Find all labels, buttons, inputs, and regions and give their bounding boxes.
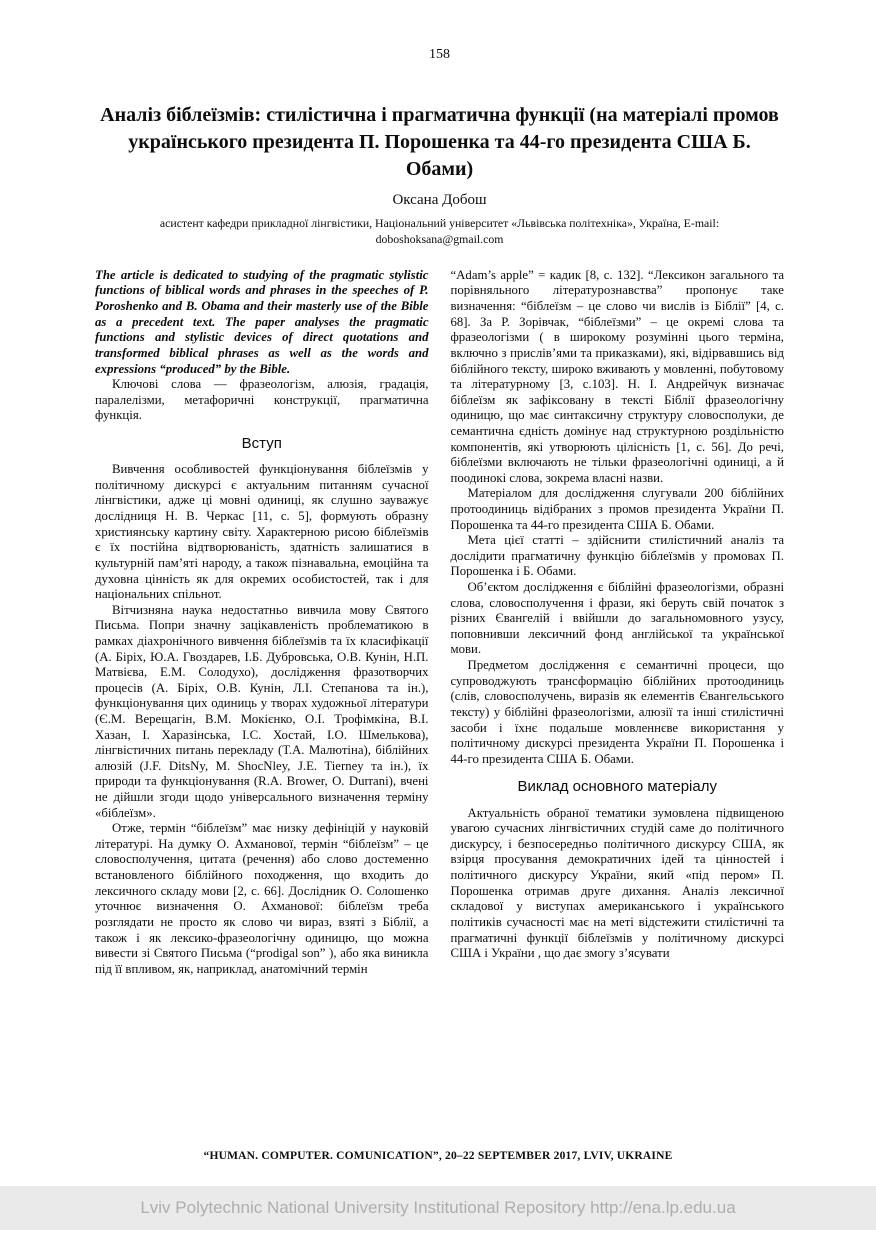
paragraph: “Adam’s apple” = кадик [8, с. 132]. “Лексикон загального та порівняльного літературознавства” пропонує таке визначення: “біблеїзм – це слово чи вислів із Біблії” [4, с. 68]. За Р. Зорівчак, “біблеїзми” – це окремі слова та фразеологізми ( в широкому розумінні цього терміна, включно з прислів’ями та приказками), які, відірвавшись від біблійного тексту, широко вживають у мовленні, побутовому та літературному [3, с.103]. Н. І. Андрейчук визначає біблеїзм як зафіксовану в тексті Біблії фразеологічну одиницю, що має синтаксичну структуру словосполуки, де семантична єдність домінує над структурною роздільністю компонентів, які утворюють цілісність [1, с. 56]. До речі, біблеїзми включають не тільки фразеологічні одиниці, а й поодинокі слова, зокрема власні назви. [450, 267, 784, 485]
keywords-text: Ключові слова — фразеологізм, алюзія, градація, паралелізми, метафоричні конструкції, прагматична функція. [95, 377, 429, 423]
paragraph: Вивчення особливостей функціонування біблеїзмів у політичному дискурсі є актуальним питанням сучасної лінгвістики, адже ці мовні одиниці, як слушно зауважує дослідниця Н. В. Черкас [11, с. 5], формують образну християнську картину світу. Характерною рисою біблеїзмів є їх постійна відтворюваність, здатність залишатися в культурній пам’яті народу, а також пізнавальна, емоційна та духовна цінність як для окремих особистостей, так і для національних спільнот. [95, 462, 429, 602]
author-name: Оксана Добош [392, 192, 487, 208]
paragraph: Актуальність обраної тематики зумовлена підвищеною увагою сучасних лінгвістичних студій саме до політичного дискурсу, і безпосередньо політичного дискурсу США, як взірця просування демократичних ідей та цінностей і політичного дискурсу України, який «під пером» П. Порошенка отримав друге дихання. Аналіз лексичної складової у виступах американського і українського політиків сучасності має на меті відстежити стилістичні та прагматичні функції біблеїзмів у політичному дискурсі США і України , що дає змогу з’ясувати [450, 805, 784, 961]
right-column [451, 268, 785, 1130]
section-heading-intro: Вступ [241, 434, 282, 452]
abstract-text: The article is dedicated to studying of the pragmatic stylistic functions of biblical words and phrases in the speeches of P. Poroshenko and B. Obama and their masterly use of the Bible as a precedent text. The paper analyses the pragmatic functions and stylistic devices of direct quotations and transformed biblical phrases as well as the words and expressions “produced” by the Bible. [95, 267, 429, 376]
conference-footer: “HUMAN. COMPUTER. COMUNICATION”, 20–22 SEPTEMBER 2017, LVIV, UKRAINE [203, 1150, 673, 1162]
paragraph: Предметом дослідження є семантичні процеси, що супроводжують трансформацію біблійних протоодиниць (слів, словосполучень, виразів як елементів Євангельського тексту) у біблійні фразеологізми, алюзії та інші стилістичні засоби і їхнє подальше мовленнєве використання у політичному дискурсі президента України П. Порошенка і 44-го президента США Б. Обами. [450, 658, 784, 766]
paragraph: Отже, термін “біблеїзм” має низку дефініцій у науковій літературі. На думку О. Ахманової, термін “біблеїзм” – це словосполучення, цитата (речення) або слово достеменно встановленого біблійного походження, що входить до лексичного складу мови [2, с. 66]. Дослідник О. Солошенко уточнює визначення О. Ахманової: біблеїзм треба розглядати не просто як слово чи вираз, взяті з Біблії, а також і як лексико-фразеологічну одиницю, що можна вивести зі Святого Письма (“prodigal son” ), або яка виникла під її впливом, як, наприклад, анатомічний термін [95, 821, 429, 976]
paragraph: Об’єктом дослідження є біблійні фразеологізми, образні слова, словосполучення і фрази, які беруть свій початок з різних Євангелій і ввійшли до загальномовного узусу, поповнивши лексичний фонд англійської та української мови. [450, 580, 784, 657]
paragraph: Вітчизняна наука недостатньо вивчила мову Святого Письма. Попри значну зацікавленість проблематикою в рамках діахронічного вивчення біблеїзмів та їх класифікації (А. Біріх, Ю.А. Гвоздарев, І.Б. Дубровська, О.В. Кунін, Н.П. Матвієва, Е.М. Солодухо), дослідження фразотворчих процесів (А. Біріх, О.В. Кунін, Л.І. Степанова та ін.), функціонування цих одиниць у творах художньої літератури (Є.М. Верещагін, В.М. Мокієнко, О.І. Трофімкіна, В.І. Хазан, І. Харазінська, І.С. Хостай, І.О. Шмелькова), лінгвістичних питань перекладу (Т.А. Малютіна), біблійних алюзій (J.F. DitsNy, M. ShocNley, J.E. Tierney та ін.), їх природи та функціонування (R.A. Brower, O. Durrani), вчені не дійшли згоди щодо універсального визначення терміну «біблеїзм». [95, 602, 429, 820]
paper-title: Аналіз біблеїзмів: стилістична і прагматична функції (на матеріалі промов українського президента П. Порошенка та 44-го президента США Б. Обами) [100, 104, 779, 180]
left-column [95, 268, 429, 1130]
section-heading-main: Виклад основного матеріалу [517, 778, 717, 796]
two-column-body [95, 268, 784, 1130]
page-number: 158 [429, 47, 450, 62]
paragraph: Мета цієї статті – здійснити стилістичний аналіз та дослідити прагматичну функцію біблеїзмів у промовах П. Порошенка і Б. Обами. [450, 533, 784, 579]
repository-watermark-bar: Lviv Polytechnic National University Institutional Repository http://ena.lp.edu.ua [0, 1186, 876, 1230]
paragraph: Матеріалом для дослідження слугували 200 біблійних протоодиниць відібраних з промов президента України П. Порошенка та 44-го президента США Б. Обами. [450, 486, 784, 532]
author-affiliation: асистент кафедри прикладної лінгвістики, Національний університет «Львівська політехніка», Україна, E-mail: doboshoksana@gmail.com [159, 216, 720, 246]
